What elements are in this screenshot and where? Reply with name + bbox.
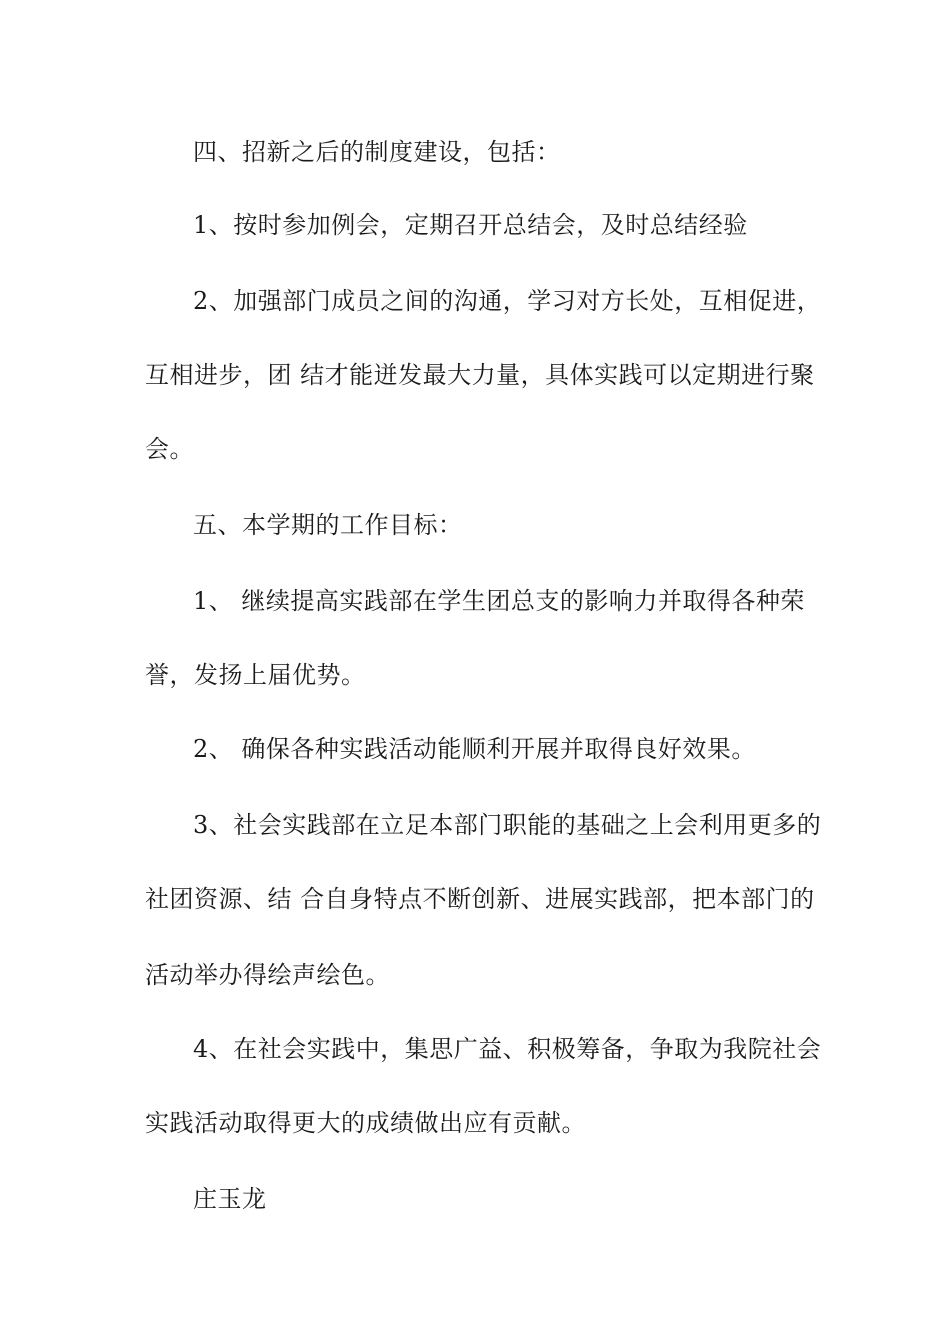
paragraph-line: 会。 xyxy=(145,435,194,463)
paragraph-line: 1、按时参加例会，定期召开总结会，及时总结经验 xyxy=(193,211,748,239)
paragraph-line: 社团资源、结 合自身特点不断创新、进展实践部，把本部门的 xyxy=(145,885,815,913)
paragraph-line: 2、 确保各种实践活动能顺利开展并取得良好效果。 xyxy=(193,735,756,763)
paragraph-line: 活动举办得绘声绘色。 xyxy=(145,961,390,989)
section-heading-5: 五、本学期的工作目标： xyxy=(193,511,463,539)
author-signature: 庄玉龙 xyxy=(193,1185,267,1213)
paragraph-line: 4、在社会实践中，集思广益、积极筹备，争取为我院社会 xyxy=(193,1035,822,1063)
section-heading-4: 四、招新之后的制度建设，包括： xyxy=(193,138,561,166)
paragraph-line: 1、 继续提高实践部在学生团总支的影响力并取得各种荣 xyxy=(193,587,805,615)
paragraph-line: 3、社会实践部在立足本部门职能的基础之上会利用更多的 xyxy=(193,811,822,839)
paragraph-line: 实践活动取得更大的成绩做出应有贡献。 xyxy=(145,1109,586,1137)
paragraph-line: 2、加强部门成员之间的沟通，学习对方长处，互相促进， xyxy=(193,287,822,315)
paragraph-line: 互相进步，团 结才能迸发最大力量，具体实践可以定期进行聚 xyxy=(145,361,815,389)
paragraph-line: 誉，发扬上届优势。 xyxy=(145,661,366,689)
